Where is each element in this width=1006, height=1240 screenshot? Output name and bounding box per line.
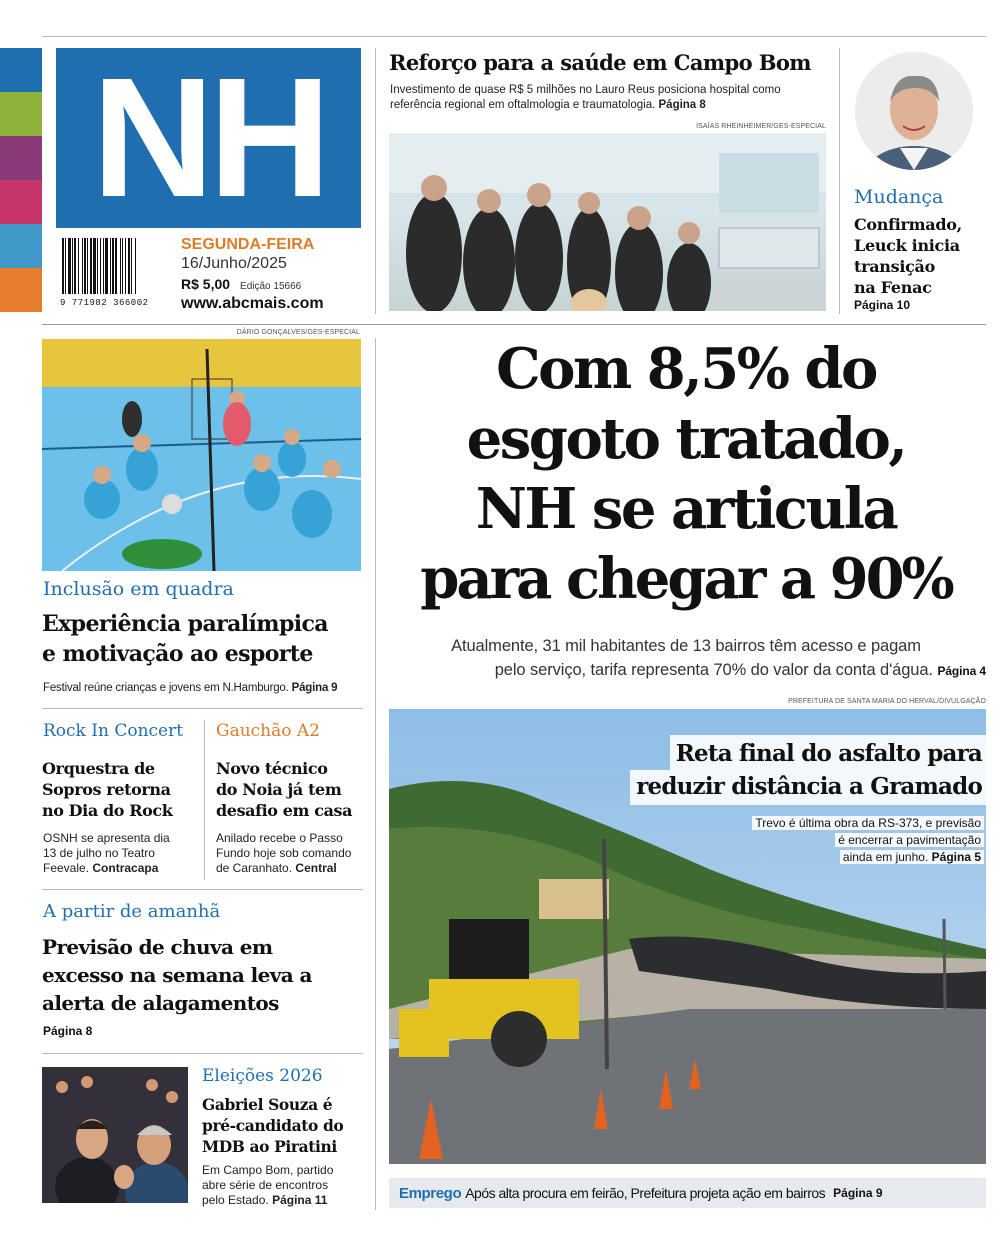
hospital-photo-art bbox=[389, 133, 826, 311]
column-divider bbox=[375, 338, 376, 1210]
color-tab bbox=[0, 136, 42, 180]
divider bbox=[839, 48, 840, 314]
summary-line: Fundo hoje sob comando bbox=[216, 846, 352, 860]
barcode-bar bbox=[128, 238, 130, 294]
headline-line: no Dia do Rock bbox=[42, 801, 173, 820]
elections-photo-art bbox=[42, 1067, 188, 1203]
weather-headline[interactable] bbox=[42, 933, 364, 1017]
main-page-ref: Página 4 bbox=[937, 664, 986, 678]
headline-line: na Fenac bbox=[854, 278, 932, 297]
headline-line: Orquestra de bbox=[42, 759, 155, 778]
inclusion-kicker: Inclusão em quadra bbox=[43, 578, 234, 600]
jobs-label: Emprego bbox=[399, 1184, 462, 1202]
headline-line: MDB ao Piratini bbox=[202, 1137, 337, 1156]
headline-line: Previsão de chuva em bbox=[42, 935, 273, 959]
rock-page-ref: Contracapa bbox=[92, 861, 159, 875]
road-summary bbox=[700, 815, 984, 866]
barcode-bar bbox=[110, 238, 111, 294]
elections-kicker: Eleições 2026 bbox=[202, 1066, 323, 1086]
weather-page-ref: Página 8 bbox=[43, 1024, 93, 1038]
headline-line: desafio em casa bbox=[216, 801, 353, 820]
date-block bbox=[181, 236, 361, 314]
barcode-number: 9 771982 366002 bbox=[60, 298, 149, 308]
date: 16/Junho/2025 bbox=[181, 255, 287, 272]
section-color-tabs bbox=[0, 48, 42, 312]
top-story-headline[interactable]: Reforço para a saúde em Campo Bom bbox=[389, 50, 811, 75]
rock-headline[interactable] bbox=[42, 758, 202, 821]
main-headline[interactable] bbox=[386, 334, 986, 614]
barcode-bar bbox=[68, 238, 71, 294]
barcode-bar bbox=[74, 238, 76, 294]
summary-line: abre série de encontros bbox=[202, 1178, 329, 1192]
divider bbox=[204, 720, 205, 880]
road-page-ref: Página 5 bbox=[931, 850, 981, 864]
summary-line: OSNH se apresenta dia bbox=[43, 831, 170, 845]
summary-line: de Caranhato. bbox=[216, 861, 293, 875]
headline-line: Reta final do asfalto para bbox=[670, 735, 986, 770]
headline-line: Confirmado, bbox=[854, 215, 962, 234]
barcode-bar bbox=[87, 238, 88, 294]
headline-line: para chegar a 90% bbox=[420, 546, 952, 612]
barcode-bar bbox=[78, 238, 79, 294]
barcode-bar bbox=[72, 238, 73, 294]
barcode-bar bbox=[62, 238, 64, 294]
side-teaser-page-ref: Página 10 bbox=[854, 298, 911, 312]
barcode-bar bbox=[82, 238, 83, 294]
top-rule bbox=[42, 36, 986, 37]
headline-line: reduzir distância a Gramado bbox=[630, 770, 986, 805]
summary-line: Trevo é última obra da RS-373, e previsão bbox=[752, 816, 984, 830]
jobs-text: Após alta procura em feirão, Prefeitura projeta ação em bairros bbox=[465, 1185, 826, 1201]
elections-summary bbox=[202, 1163, 364, 1208]
headline-line: Com 8,5% do bbox=[496, 336, 876, 402]
headline-line: Experiência paralímpica bbox=[42, 611, 328, 637]
divider bbox=[42, 889, 363, 890]
color-tab bbox=[0, 48, 42, 92]
rock-summary bbox=[43, 831, 203, 876]
barcode-bar bbox=[93, 238, 96, 294]
summary-line: ainda em junho. bbox=[842, 850, 929, 864]
leuck-portrait[interactable] bbox=[855, 52, 973, 170]
color-tab bbox=[0, 92, 42, 136]
gauchao-kicker: Gauchão A2 bbox=[216, 721, 321, 741]
headline-line: transição bbox=[854, 257, 935, 276]
top-story-photo-credit: ISAÍAS RHEINHEIMER/GES-ESPECIAL bbox=[696, 123, 826, 130]
barcode-bar bbox=[125, 238, 126, 294]
barcode-bar bbox=[90, 238, 92, 294]
summary-line: pelo serviço, tarifa representa 70% do valor da conta d'água. bbox=[494, 661, 933, 679]
logo-text: NH bbox=[91, 43, 326, 233]
summary-line: 13 de julho no Teatro bbox=[43, 846, 155, 860]
jobs-page-ref: Página 9 bbox=[833, 1186, 883, 1200]
color-tab bbox=[0, 224, 42, 268]
barcode-bar bbox=[65, 238, 66, 294]
side-teaser-headline[interactable] bbox=[854, 214, 984, 298]
road-headline[interactable] bbox=[560, 735, 986, 805]
rock-kicker: Rock In Concert bbox=[43, 721, 184, 741]
barcode-bar bbox=[100, 238, 101, 294]
website-link[interactable]: www.abcmais.com bbox=[181, 295, 324, 312]
masthead-rule bbox=[42, 324, 986, 325]
gauchao-headline[interactable] bbox=[216, 758, 364, 821]
headline-line: Sopros retorna bbox=[42, 780, 171, 799]
side-teaser-kicker: Mudança bbox=[854, 186, 944, 208]
edition: Edição 15666 bbox=[240, 281, 302, 292]
nh-logo bbox=[56, 43, 361, 233]
inclusion-summary-text: Festival reúne crianças e jovens em N.Hamburgo. bbox=[43, 682, 289, 694]
barcode-bar bbox=[105, 238, 108, 294]
barcode-bar bbox=[131, 238, 132, 294]
weekday: SEGUNDA-FEIRA bbox=[181, 236, 315, 253]
headline-line: do Noia já tem bbox=[216, 780, 342, 799]
gauchao-summary bbox=[216, 831, 366, 876]
barcode-bar bbox=[120, 238, 121, 294]
summary-line: pelo Estado. bbox=[202, 1193, 269, 1207]
color-tab bbox=[0, 180, 42, 224]
hospital-photo[interactable] bbox=[389, 133, 826, 311]
elections-headline[interactable] bbox=[202, 1094, 364, 1157]
divider bbox=[375, 48, 376, 314]
barcode-bar bbox=[112, 238, 114, 294]
headline-line: e motivação ao esporte bbox=[42, 641, 313, 667]
inclusion-photo[interactable] bbox=[42, 339, 361, 571]
portrait-art bbox=[855, 52, 973, 170]
headline-line: excesso na semana leva a bbox=[42, 963, 312, 987]
left-photo-credit: DÁRIO GONÇALVES/GES-ESPECIAL bbox=[236, 329, 360, 336]
elections-page-ref: Página 11 bbox=[272, 1193, 328, 1207]
barcode-bars bbox=[60, 238, 172, 294]
inclusion-headline[interactable] bbox=[42, 609, 362, 669]
jobs-bar[interactable] bbox=[389, 1178, 986, 1208]
summary-line: Em Campo Bom, partido bbox=[202, 1163, 334, 1177]
gauchao-page-ref: Central bbox=[295, 861, 337, 875]
road-photo-credit: PREFEITURA DE SANTA MARIA DO HERVAL/DIVULGAÇÃO bbox=[788, 698, 986, 705]
barcode bbox=[60, 238, 172, 308]
headline-line: Gabriel Souza é bbox=[202, 1095, 333, 1114]
inclusion-page-ref: Página 9 bbox=[291, 682, 338, 694]
price: R$ 5,00 bbox=[181, 276, 231, 292]
summary-line: Atualmente, 31 mil habitantes de 13 bairros têm acesso e pagam bbox=[451, 637, 921, 655]
summary-line: Anilado recebe o Passo bbox=[216, 831, 343, 845]
headline-line: alerta de alagamentos bbox=[42, 991, 279, 1015]
summary-line: é encerrar a pavimentação bbox=[835, 833, 984, 847]
weather-kicker: A partir de amanhã bbox=[43, 901, 221, 922]
headline-line: Novo técnico bbox=[216, 759, 328, 778]
inclusion-photo-art bbox=[42, 339, 361, 571]
top-story-summary bbox=[390, 83, 826, 112]
barcode-bar bbox=[115, 238, 117, 294]
headline-line: esgoto tratado, bbox=[466, 406, 906, 472]
color-tab bbox=[0, 268, 42, 312]
barcode-bar bbox=[135, 238, 136, 294]
inclusion-summary bbox=[43, 682, 363, 694]
elections-photo[interactable] bbox=[42, 1067, 188, 1203]
headline-line: NH se articula bbox=[475, 476, 897, 542]
headline-line: pré-candidato do bbox=[202, 1116, 344, 1135]
barcode-bar bbox=[97, 238, 98, 294]
barcode-bar bbox=[122, 238, 123, 294]
summary-line: Feevale. bbox=[43, 861, 90, 875]
divider bbox=[42, 1053, 363, 1054]
divider bbox=[42, 708, 363, 709]
top-story-summary-text: Investimento de quase R$ 5 milhões no Lauro Reus posiciona hospital como referência regional em oftalmologia e traumatologia. bbox=[390, 84, 781, 111]
barcode-bar bbox=[84, 238, 86, 294]
top-story-page-ref: Página 8 bbox=[658, 98, 706, 111]
main-summary bbox=[386, 634, 986, 683]
headline-line: Leuck inicia bbox=[854, 236, 960, 255]
barcode-bar bbox=[103, 238, 104, 294]
